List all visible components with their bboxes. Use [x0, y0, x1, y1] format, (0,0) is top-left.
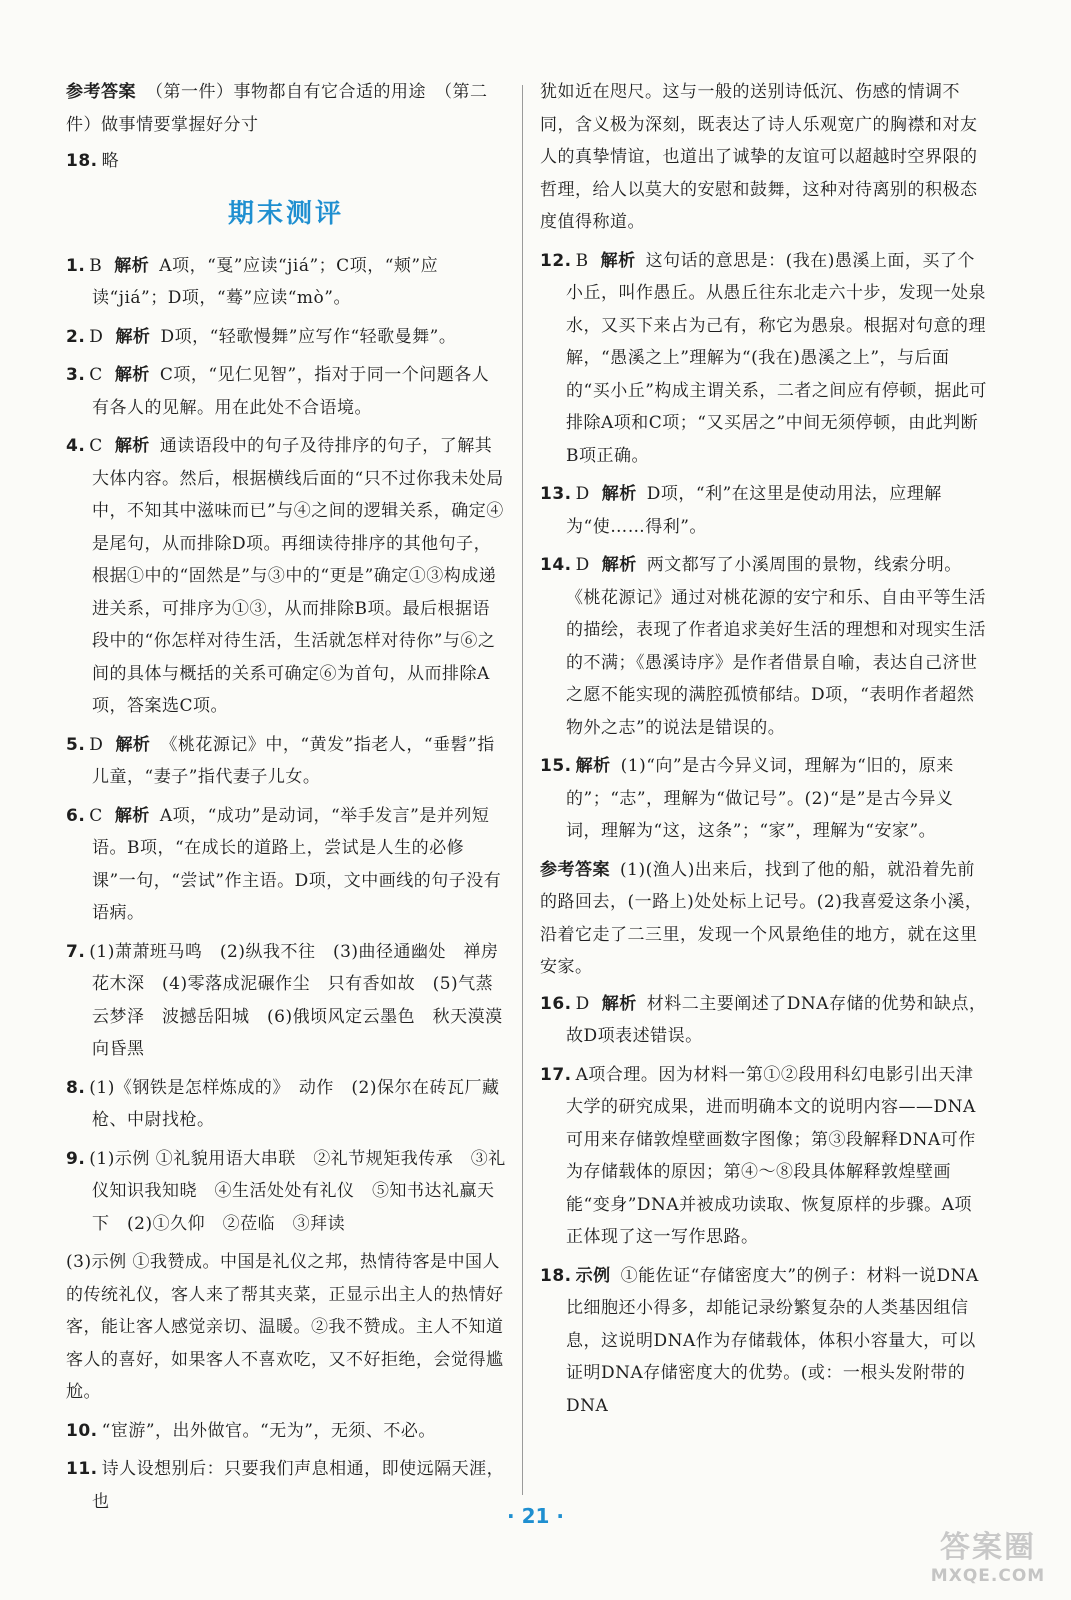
item-keyword: 解析 [575, 756, 611, 776]
item-text: 这句话的意思是：(我在)愚溪上面，买了个小丘，叫作愚丘。从愚丘往东北走六十步，发现一处泉水，又买下来占为己有，称它为愚泉。根据对句意的理解，“愚溪之上”理解为“(我在)愚溪之上”，与后面的“买小丘”构成主谓关系，二者之间应有停顿，据此可排除A项和C项；“又买居之”中间无须停顿，由此判断B项正确。 [566, 250, 987, 466]
answer-item-18 [540, 1260, 988, 1423]
column-divider [522, 85, 523, 1495]
watermark-logo: 答案圈 MXQE.COM [930, 1530, 1046, 1586]
item-keyword: 解析 [114, 805, 150, 826]
answer-item-11-continued: 犹如近在咫尺。这与一般的送别诗低沉、伤感的情调不同，含义极为深刻，既表达了诗人乐观宽广的胸襟和对友人的真挚情谊，也道出了诚挚的友谊可以超越时空界限的哲理，给人以莫大的安慰和鼓舞，这种对待离别的积极态度值得称道。 [540, 82, 978, 232]
left-column [66, 76, 506, 1524]
item-number: 2. [66, 326, 86, 347]
item-number: 9. [66, 1148, 86, 1169]
item-keyword: 解析 [114, 255, 150, 276]
answer-item-3 [66, 359, 506, 424]
answer-item-9-part3: (3)示例 ①我赞成。中国是礼仪之邦，热情待客是中国人的传统礼仪，客人来了帮其夹菜，正显示出主人的热情好客，能让客人感觉亲切、温暖。②我不赞成。主人不知道客人的喜好，如果客人不喜欢吃，又不好拒绝，会觉得尴尬。 [66, 1252, 504, 1402]
item-keyword: 解析 [114, 436, 150, 456]
answer-item-6 [66, 800, 506, 930]
item-choice: C [89, 365, 103, 385]
item-text: (1)萧萧班马鸣 (2)纵我不往 (3)曲径通幽处 禅房花木深 (4)零落成泥碾作尘 只有香如故 (5)气蒸云梦泽 波撼岳阳城 (6)俄顷风定云墨色 秋天漠漠向昏黑 [89, 941, 503, 1059]
item-number: 12. [540, 250, 572, 271]
page-number: · 21 · [507, 1504, 564, 1528]
answer-item-12 [540, 245, 988, 473]
answer-item-7 [66, 936, 506, 1066]
reference-answer [66, 76, 506, 141]
item-keyword: 解析 [115, 734, 151, 755]
item-number: 3. [66, 365, 86, 385]
item-keyword: 解析 [601, 993, 637, 1014]
item-choice: D [575, 484, 590, 504]
answer-item-9 [66, 1143, 506, 1241]
answer-list-left-after [66, 1415, 506, 1519]
item-keyword: 解析 [601, 555, 637, 575]
item-text: (1)《钢铁是怎样炼成的》 动作 (2)保尔在砖瓦厂藏枪、中尉找枪。 [89, 1077, 500, 1130]
item-text: “宦游”，出外做官。“无为”，无须、不必。 [101, 1420, 436, 1441]
answer-item-5 [66, 729, 506, 794]
item-number: 8. [66, 1077, 86, 1098]
item-choice: D [575, 993, 590, 1014]
item-text: A项合理。因为材料一第①②段用科幻电影引出天津大学的研究成果，进而明确本文的说明内容——DNA可用来存储敦煌壁画数字图像；第③段解释DNA可作为存储载体的原因；第④～⑧段具体解释敦煌壁画能“变身”DNA并被成功读取、恢复原样的步骤。A项正体现了这一写作思路。 [566, 1064, 976, 1247]
item-text: (1)“向”是古今异义词，理解为“旧的，原来的”；“志”，理解为“做记号”。(2)“是”是古今异义词，理解为“这，这条”；“家”，理解为“安家”。 [566, 756, 954, 841]
item-text: 诗人设想别后：只要我们声息相通，即使远隔天涯，也 [92, 1459, 505, 1512]
item-number: 4. [66, 436, 86, 456]
item-text: 两文都写了小溪周围的景物，线索分明。《桃花源记》通过对桃花源的安宁和乐、自由平等生活的描绘，表现了作者追求美好生活的理想和对现实生活的不满；《愚溪诗序》是作者借景自喻，表达自己济世之愿不能实现的满腔孤愤郁结。D项，“表明作者超然物外之志”的说法是错误的。 [566, 555, 986, 738]
item-number: 5. [66, 734, 86, 755]
answer-item-15 [540, 750, 988, 848]
answer-item-10 [66, 1415, 506, 1448]
item-keyword: 示例 [575, 1265, 611, 1286]
answer-item-18-top: 18. 略 [66, 151, 120, 171]
answer-item-13 [540, 478, 988, 543]
item-choice: D [575, 555, 590, 575]
item-text: A项，“戛”应读“jiá”；C项，“颊”应读“jiá”；D项，“蓦”应读“mò”。 [92, 255, 439, 308]
item-number: 18. [540, 1265, 572, 1286]
answer-item-16 [540, 988, 988, 1053]
item-choice: B [575, 250, 589, 271]
item-keyword: 解析 [601, 484, 637, 504]
item-number: 15. [540, 756, 572, 776]
right-column [540, 76, 988, 1428]
item-number: 1. [66, 255, 86, 276]
item-choice: C [89, 805, 103, 826]
item-text: (1)示例 ①礼貌用语大串联 ②礼节规矩我传承 ③礼仪知识我知晓 ④生活处处有礼仪 ⑤知书达礼赢天下 (2)①久仰 ②莅临 ③拜读 [89, 1148, 506, 1234]
answer-list-left [66, 250, 506, 1241]
answer-list-right-after [540, 988, 988, 1423]
item-number: 10. [66, 1420, 98, 1441]
item-text: 通读语段中的句子及待排序的句子，了解其大体内容。然后，根据横线后面的“只不过你我未处局中，不知其中滋味而已”与④之间的逻辑关系，确定④是尾句，从而排除D项。再细读待排序的其他句子，根据①中的“固然是”与③中的“更是”确定①③构成递进关系，可排序为①③，从而排除B项。最后根据语段中的“你怎样对待生活，生活就怎样对待你”与⑥之间的具体与概括的关系可确定⑥为首句，从而排除A项，答案选C项。 [92, 436, 504, 716]
item-number: 13. [540, 484, 572, 504]
answer-item-4 [66, 430, 506, 723]
item-text: 《桃花源记》中，“黄发”指老人，“垂髫”指儿童，“妻子”指代妻子儿女。 [92, 734, 495, 787]
answer-item-2 [66, 321, 506, 354]
item-keyword: 解析 [600, 250, 636, 271]
item-keyword: 解析 [115, 326, 151, 347]
reference-answer-15: 参考答案 (1)(渔人)出来后，找到了他的船，就沿着先前的路回去，(一路上)处处标上记号。(2)我喜爱这条小溪，沿着它走了二三里，发现一个风景绝佳的地方，就在这里安家。 [540, 859, 983, 977]
item-number: 11. [66, 1459, 98, 1479]
item-number: 17. [540, 1064, 572, 1085]
item-choice: D [89, 326, 104, 347]
item-number: 7. [66, 941, 86, 962]
item-text: 材料二主要阐述了DNA存储的优势和缺点，故D项表述错误。 [566, 993, 987, 1046]
item-choice: B [89, 255, 103, 276]
answer-list-right [540, 245, 988, 848]
item-text: ①能佐证“存储密度大”的例子：材料一说DNA比细胞还小得多，却能记录纷繁复杂的人类基因组信息，这说明DNA作为存储载体，体积小容量大，可以证明DNA存储密度大的优势。(或：一根头发附带的DNA [566, 1265, 979, 1416]
item-number: 16. [540, 993, 572, 1014]
answer-item-14 [540, 549, 988, 744]
item-choice: C [89, 436, 103, 456]
item-text: D项，“利”在这里是使动用法，应理解为“使……得利”。 [566, 484, 942, 537]
item-number: 14. [540, 555, 572, 575]
item-text: D项，“轻歌慢舞”应写作“轻歌曼舞”。 [160, 326, 457, 347]
answer-item-17 [540, 1059, 988, 1254]
item-keyword: 解析 [114, 365, 150, 385]
reference-answer-label: 参考答案 [66, 82, 136, 102]
answer-item-8 [66, 1072, 506, 1137]
item-choice: D [89, 734, 104, 755]
item-number: 6. [66, 805, 86, 826]
item-text: C项，“见仁见智”，指对于同一个问题各人有各人的见解。用在此处不合语境。 [92, 365, 490, 418]
reference-answer-text: （第一件）事物都自有它合适的用途 （第二件）做事情要掌握好分寸 [66, 82, 488, 135]
section-title: 期末测评 [227, 198, 344, 229]
item-text: A项，“成功”是动词，“举手发言”是并列短语。B项，“在成长的道路上，尝试是人生的必修课”一句，“尝试”作主语。D项，文中画线的句子没有语病。 [92, 805, 502, 923]
answer-item-1 [66, 250, 506, 315]
